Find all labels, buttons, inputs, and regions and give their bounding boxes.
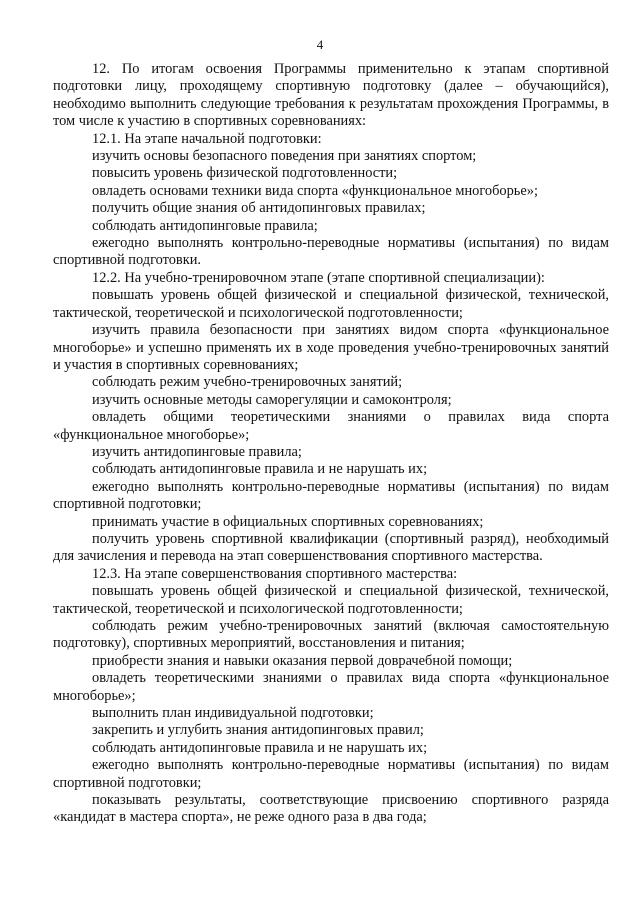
list-item: соблюдать антидопинговые правила и не нарушать их;: [92, 461, 428, 478]
list-item: принимать участие в официальных спортивных соревнованиях;: [92, 513, 484, 530]
list-item: получить общие знания об антидопинговых правилах;: [92, 200, 426, 217]
list-item: выполнить план индивидуальной подготовки;: [92, 705, 374, 722]
list-item: овладеть общими теоретическими знаниями о правилах вида спорта «функциональное многоборье»;: [53, 409, 609, 443]
list-item: овладеть основами техники вида спорта «функциональное многоборье»;: [92, 182, 538, 199]
list-item: получить уровень спортивной квалификации (спортивный разряд), необходимый для зачисления и перевода на этап совершенствования спортивного мастерства.: [53, 530, 609, 565]
list-item: повысить уровень физической подготовленности;: [92, 165, 398, 182]
page-number: 4: [316, 37, 324, 52]
list-item: повышать уровень общей физической и специальной физической, технической, тактической, теоретической и психологической подготовленности;: [53, 287, 609, 321]
list-item: закрепить и углубить знания антидопинговых правил;: [92, 722, 424, 739]
list-item: ежегодно выполнять контрольно-переводные нормативы (испытания) по видам спортивной подготовки;: [53, 757, 609, 791]
section-12-3-heading: 12.3. На этапе совершенствования спортивного мастерства:: [92, 565, 458, 582]
list-item: соблюдать режим учебно-тренировочных занятий;: [92, 374, 403, 391]
list-item: соблюдать режим учебно-тренировочных занятий (включая самостоятельную подготовку), спортивных мероприятий, восстановления и питания;: [53, 618, 609, 652]
section-12-1-heading: 12.1. На этапе начальной подготовки:: [92, 130, 322, 147]
list-item: изучить основы безопасного поведения при занятиях спортом;: [92, 148, 477, 165]
list-item: ежегодно выполнять контрольно-переводные нормативы (испытания) по видам спортивной подготовки.: [53, 235, 609, 269]
document-body: [53, 61, 609, 827]
list-item: соблюдать антидопинговые правила и не нарушать их;: [92, 739, 428, 756]
list-item: овладеть теоретическими знаниями о правилах вида спорта «функциональное многоборье»;: [53, 670, 609, 704]
list-item: повышать уровень общей физической и специальной физической, технической, тактической, теоретической и психологической подготовленности;: [53, 583, 609, 617]
list-item: изучить антидопинговые правила;: [92, 443, 302, 460]
list-item: показывать результаты, соответствующие присвоению спортивного разряда «кандидат в мастера спорта», не реже одного раза в два года;: [53, 792, 609, 826]
list-item: изучить основные методы саморегуляции и самоконтроля;: [92, 391, 452, 408]
paragraph-12: 12. По итогам освоения Программы применительно к этапам спортивной подготовки лицу, проходящему спортивную подготовку (далее – обучающийся), необходимо выполнить следующие требования к результатам прохождения Программы, в том числе к участию в спортивных соревнованиях:: [53, 61, 609, 130]
list-item: ежегодно выполнять контрольно-переводные нормативы (испытания) по видам спортивной подготовки;: [53, 478, 609, 513]
list-item: соблюдать антидопинговые правила;: [92, 217, 318, 234]
section-12-2-heading: 12.2. На учебно-тренировочном этапе (этапе спортивной специализации):: [92, 269, 545, 286]
list-item: приобрести знания и навыки оказания первой доврачебной помощи;: [92, 652, 513, 669]
list-item: изучить правила безопасности при занятиях видом спорта «функциональное многоборье» и успешно применять их в ходе проведения учебно-тренировочных занятий и участия в спортивных соревнованиях;: [53, 322, 609, 373]
